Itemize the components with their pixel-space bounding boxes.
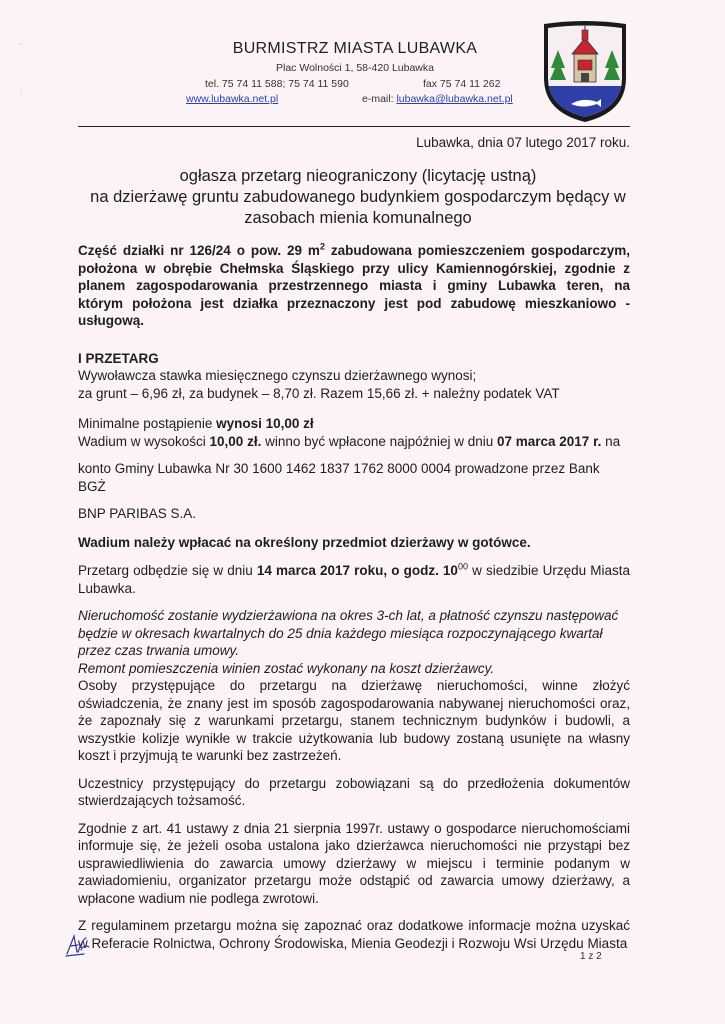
auction-text: w siedzibie Urzędu Miasta Lubawka. [78,563,630,596]
identity-requirement: Uczestnicy przystępujący do przetargu zobowiązani są do przedłożenia dokumentów stwierdzających tożsamość. [78,775,630,808]
legal-notice: Zgodnie z art. 41 ustawy z dnia 21 sierpnia 1997r. ustawy o gospodarce nieruchomościami informuje się, że jeżeli osoba ustalona jako dzierżawca nieruchomości nie przystąpi bez usprawiedliwienia do zawarcia umowy dzierżawy w miejscu i terminie podanym w zawiadomieniu, organizator przetargu może odstąpić od zawarcia umowy dzierżawy, a wpłacone wadium nie podlega zwrotowi. [78,820,630,906]
deposit-amount: 10,00 zł. [209,433,262,449]
issuer-phone: tel. 75 74 11 588; 75 74 11 590 [205,78,349,90]
deposit-line [78,433,630,451]
issuer-fax: fax 75 74 11 262 [423,78,501,90]
coat-of-arms [541,20,629,124]
email-link[interactable]: lubawka@lubawka.net.pl [396,93,513,105]
deposit-deadline: 07 marca 2017 r. [496,433,602,449]
website-link[interactable]: www.lubawka.net.pl [186,93,279,105]
email-label: e-mail: [362,93,397,105]
headline-line: na dzierżawę gruntu zabudowanego budynkiem gospodarczym będący w [90,188,626,206]
document-date: Lubawka, dnia 07 lutego 2017 roku. [416,135,630,150]
participant-statement: Osoby przystępujące do przetargu na dzierżawę nieruchomości, winne złożyć oświadczenia, że znany jest im sposób zagospodarowania nabywanej nieruchomości oraz, że zapoznały się z warunkami przetargu, stanem technicznym budynków i budowli, a wszystkie kolizje wynikłe w trakcie użytkowania lub budowy zostaną usunięte na własny koszt i przyjmują te warunki bez zastrzeżeń. [78,678,630,763]
section-heading: I PRZETARG [78,350,159,366]
headline-line: ogłasza przetarg nieograniczony (licytację ustną) [179,167,537,185]
headline-line: zasobach mienia komunalnego [244,209,472,227]
plot-description [78,242,630,330]
minimum-increment [78,415,630,433]
rent-amounts: za grunt – 6,96 zł, za budynek – 8,70 zł. Razem 15,66 zł. + należny podatek VAT [78,385,560,401]
bank-account: konto Gminy Lubawka Nr 30 1600 1462 1837 1762 8000 0004 prowadzone przez Bank BGŻ [78,461,600,494]
regulations-info: Z regulaminem przetargu można się zapoznać oraz dodatkowe informacje można uzyskać w Referacie Rolnictwa, Ochrony Środowiska, Mienia Geodezji i Rozwoju Wsi Urzędu Miasta [78,918,630,951]
auction-text: Przetarg odbędzie się w dniu [78,563,257,578]
increment-value: wynosi 10,00 zł [216,416,314,431]
initials-signature [64,932,92,958]
deposit-text: na [601,433,621,449]
auction-date [78,562,630,597]
page-number: 1 z 2 [580,951,602,962]
increment-label: Minimalne postąpienie [78,416,217,431]
email-line [362,93,513,105]
renovation-note: Remont pomieszczenia winien zostać wykonany na koszt dzierżawcy. [78,660,495,676]
header-rule [78,126,630,127]
scan-mark: ' [20,42,22,51]
lease-terms: Nieruchomość zostanie wydzierżawiona na okres 3-ch lat, a płatność czynszu następować będzie w okresach kwartalnych do 25 dnia każdego miesiąca rozpoczynającego kwartał przez czas trwania umowy. [78,608,619,658]
bank-name: BNP PARIBAS S.A. [78,506,197,521]
deposit-text: Wadium w wysokości [78,433,210,449]
rent-line: Wywoławcza stawka miesięcznego czynszu dzierżawnego wynosi; [78,368,477,383]
announcement-body [78,242,630,952]
deposit-text: winno być wpłacone najpóźniej w dniu [261,433,497,449]
auction-datetime: 14 marca 2017 roku, o godz. 10 [256,563,458,578]
superscript: 00 [457,561,468,572]
plot-description-b: zabudowana pomieszczeniem gospodarczym, położona w obrębie Chełmska Śląskiego przy ulicy Kamiennogórskiej, zgodnie z planem zagospodarowania przestrzennego miasta i gminy Lubawka teren, na którym położona jest działka przeznaczony jest pod zabudowę mieszkaniowo -usługową. [78,243,630,328]
issuer-address: Plac Wolności 1, 58-420 Lubawka [276,62,434,74]
scan-mark: : [20,85,23,94]
cash-note: Wadium należy wpłacać na określony przedmiot dzierżawy w gotówce. [78,534,531,550]
issuer-title: BURMISTRZ MIASTA LUBAWKA [232,40,478,57]
plot-description-a: Część działki nr 126/24 o pow. 29 m [78,243,320,258]
superscript: 2 [319,241,325,252]
announcement-headline [78,166,638,229]
